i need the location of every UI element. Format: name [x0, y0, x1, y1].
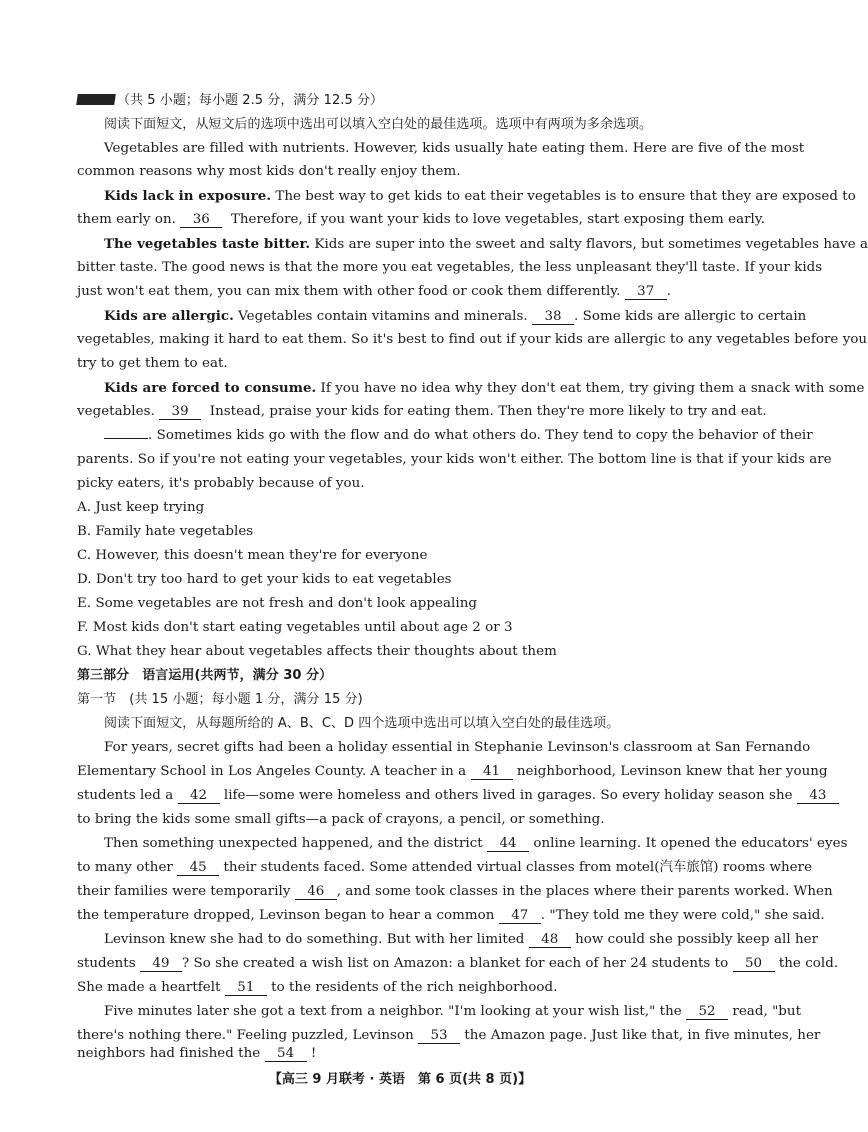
- blank-39[interactable]: 39: [159, 404, 201, 420]
- paragraph-3-line-2: vegetables, making it hard to eat them. So it's best to find out if your kids are allergic to any vegetables before you: [77, 332, 868, 347]
- blank-36[interactable]: 36: [180, 212, 222, 228]
- paragraph-2-line-2: bitter taste. The good news is that the more you eat vegetables, the less unpleasant they'll taste. If your kids: [77, 260, 823, 275]
- blank-44[interactable]: 44: [487, 836, 529, 852]
- paragraph-2-line-1: The vegetables taste bitter. Kids are super into the sweet and salty flavors, but sometimes vegetables have a: [104, 236, 868, 252]
- blank-49[interactable]: 49: [140, 956, 182, 972]
- option-a: A. Just keep trying: [77, 500, 205, 515]
- passage-line-14: neighbors had finished the 54 !: [77, 1046, 317, 1061]
- blank-37[interactable]: 37: [625, 284, 667, 300]
- blank-53[interactable]: 53: [418, 1028, 460, 1044]
- passage-line-8: the temperature dropped, Levinson began to hear a common 47 . "They told me they were cold," she said.: [77, 908, 825, 923]
- blank-41[interactable]: 41: [471, 764, 513, 780]
- option-g: G. What they hear about vegetables affects their thoughts about them: [77, 644, 557, 659]
- passage-line-10: students 49 ? So she created a wish list on Amazon: a blanket for each of her 24 students to 50 the cold.: [77, 956, 839, 971]
- blank-40[interactable]: [104, 438, 148, 439]
- paragraph-3-line-3: try to get them to eat.: [77, 356, 228, 371]
- redacted-section-label: [76, 94, 116, 105]
- blank-51[interactable]: 51: [225, 980, 267, 996]
- blank-48[interactable]: 48: [529, 932, 571, 948]
- passage-line-13: there's nothing there." Feeling puzzled, Levinson 53 the Amazon page. Just like that, in five minutes, her: [77, 1028, 821, 1043]
- paragraph-1-line-2: them early on. 36 Therefore, if you want your kids to love vegetables, start exposing them early.: [77, 212, 766, 227]
- blank-50[interactable]: 50: [733, 956, 775, 972]
- passage-line-2: Elementary School in Los Angeles County. A teacher in a 41 neighborhood, Levinson knew that her young: [77, 764, 828, 779]
- section-header: （共 5 小题；每小题 2.5 分，满分 12.5 分）: [77, 91, 773, 111]
- intro-line-2: common reasons why most kids don't really enjoy them.: [77, 164, 461, 179]
- paragraph-5-line-2: parents. So if you're not eating your vegetables, your kids won't either. The bottom line is that if your kids are: [77, 452, 832, 467]
- passage-line-9: Levinson knew she had to do something. But with her limited 48 how could she possibly keep all her: [104, 932, 819, 947]
- paragraph-2-line-3: just won't eat them, you can mix them with other food or cook them differently. 37 .: [77, 284, 672, 299]
- section-instruction: 阅读下面短文，从短文后的选项中选出可以填入空白处的最佳选项。选项中有两项为多余选项。: [104, 117, 653, 132]
- blank-46[interactable]: 46: [295, 884, 337, 900]
- passage-line-11: She made a heartfelt 51 to the residents of the rich neighborhood.: [77, 980, 558, 995]
- blank-42[interactable]: 42: [178, 788, 220, 804]
- paragraph-4-line-2: vegetables. 39 Instead, praise your kids for eating them. Then they're more likely to try and eat.: [77, 404, 767, 419]
- part-3-header: 第三部分 语言运用(共两节，满分 30 分）: [77, 668, 333, 683]
- part-3-section-1-header: 第一节 (共 15 小题；每小题 1 分，满分 15 分): [77, 692, 363, 707]
- intro-line-1: Vegetables are filled with nutrients. However, kids usually hate eating them. Here are five of the most: [104, 141, 805, 156]
- paragraph-3-line-1: Kids are allergic. Vegetables contain vitamins and minerals. 38 . Some kids are allergic to certain: [104, 308, 807, 324]
- passage-line-3: students led a 42 life—some were homeless and others lived in garages. So every holiday season she 43: [77, 786, 773, 806]
- option-b: B. Family hate vegetables: [77, 524, 254, 539]
- option-c: C. However, this doesn't mean they're for everyone: [77, 548, 428, 563]
- passage-line-1: For years, secret gifts had been a holiday essential in Stephanie Levinson's classroom at San Fernando: [104, 740, 811, 755]
- passage-line-4: to bring the kids some small gifts—a pack of crayons, a pencil, or something.: [77, 812, 605, 827]
- paragraph-5-line-3: picky eaters, it's probably because of you.: [77, 476, 365, 491]
- blank-52[interactable]: 52: [686, 1004, 728, 1020]
- blank-47[interactable]: 47: [499, 908, 541, 924]
- blank-54[interactable]: 54: [265, 1046, 307, 1062]
- option-f: F. Most kids don't start eating vegetables until about age 2 or 3: [77, 620, 513, 635]
- blank-38[interactable]: 38: [532, 309, 574, 325]
- paragraph-4-line-1: Kids are forced to consume. If you have no idea why they don't eat them, try giving them a snack with some: [104, 380, 865, 396]
- passage-line-7: their families were temporarily 46 , and some took classes in the places where their parents worked. When: [77, 884, 833, 899]
- page-footer: 【高三 9 月联考 · 英语 第 6 页(共 8 页)】: [268, 1072, 532, 1087]
- passage-line-5: Then something unexpected happened, and the district 44 online learning. It opened the educators' eyes: [104, 836, 848, 851]
- paragraph-1-line-1: Kids lack in exposure. The best way to get kids to eat their vegetables is to ensure that they are exposed to: [104, 188, 856, 204]
- option-d: D. Don't try too hard to get your kids to eat vegetables: [77, 572, 452, 587]
- part-3-instruction: 阅读下面短文，从每题所给的 A、B、C、D 四个选项中选出可以填入空白处的最佳选项。: [104, 716, 620, 731]
- option-e: E. Some vegetables are not fresh and don't look appealing: [77, 596, 478, 611]
- blank-45[interactable]: 45: [177, 860, 219, 876]
- paragraph-5-line-1: . Sometimes kids go with the flow and do what others do. They tend to copy the behavior of their: [104, 426, 773, 446]
- passage-line-12: Five minutes later she got a text from a neighbor. "I'm looking at your wish list," the 52 read, "but: [104, 1004, 802, 1019]
- blank-43[interactable]: 43: [797, 788, 839, 804]
- passage-line-6: to many other 45 their students faced. Some attended virtual classes from motel(汽车旅馆) rooms where: [77, 860, 813, 875]
